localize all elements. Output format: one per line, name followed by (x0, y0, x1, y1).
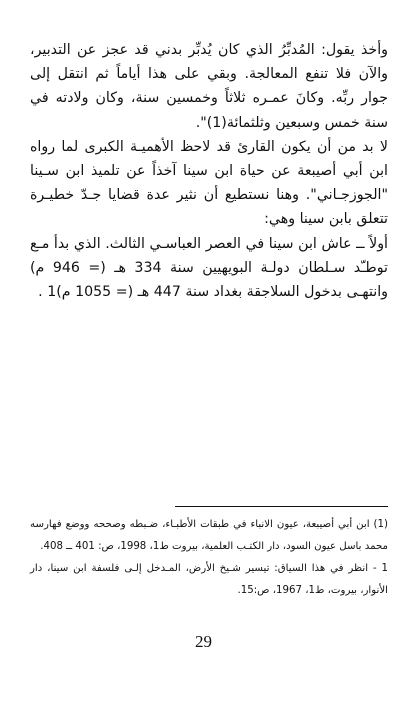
footnote-2: 1 - انظر في هذا السياق: تيسير شـيخ الأرض، المـدخل إلـى فلسفة ابن سينا، دار الأنوار، بيروت، ط1، 1967، ص:15. (30, 563, 388, 596)
main-text (30, 38, 388, 304)
paragraph-3: أولاً ــ عاش ابن سينا في العصر العباسـي الثالث. الذي بدأ مـع توطـّد سـلطان دولـة البويهيين سنة 334 هـ (= 946 م) وانتهـى بدخول السلاجقة بغداد سنة 447 هـ (= 1055 م)1 . (30, 235, 388, 301)
footnotes (30, 514, 388, 602)
paragraph-1: وأخذ يقول: المُدبِّرُ الذي كان يُدبِّر بدني قد عجز عن التدبير، والآن فلا تنفع المعالجة. وبقي على هذا أياماً ثم انتقل إلى جوار ربِّه. وكانَ عمـره ثلاثاً وخمسين سنة، وكان ولادته في سنة خمس وسبعين وثلثمائة(1)". (30, 42, 388, 131)
footnote-separator (175, 506, 388, 507)
page-number: 29 (195, 632, 212, 651)
footnote-1: (1) ابن أبي أصيبعة، عيون الانباء في طبقات الأطبـاء، ضـبطه وصححه ووضع فهارسه محمد باسل عيون السود، دار الكتـب العلمية، بيروت ط1، 1998، ص: 401 ــ 408. (30, 519, 388, 552)
paragraph-2: لا بد من أن يكون القارئ قد لاحظ الأهميـة الكبرى لما رواه ابن أبي أصيبعة عن حياة ابن سينا آخذاً عن تلميذ ابن سـينا "الجوزجـاني". وهنا نستطيع أن نثير عدة قضايا جـدّ خطيـرة تتعلق بابن سينا وهي: (30, 138, 388, 228)
